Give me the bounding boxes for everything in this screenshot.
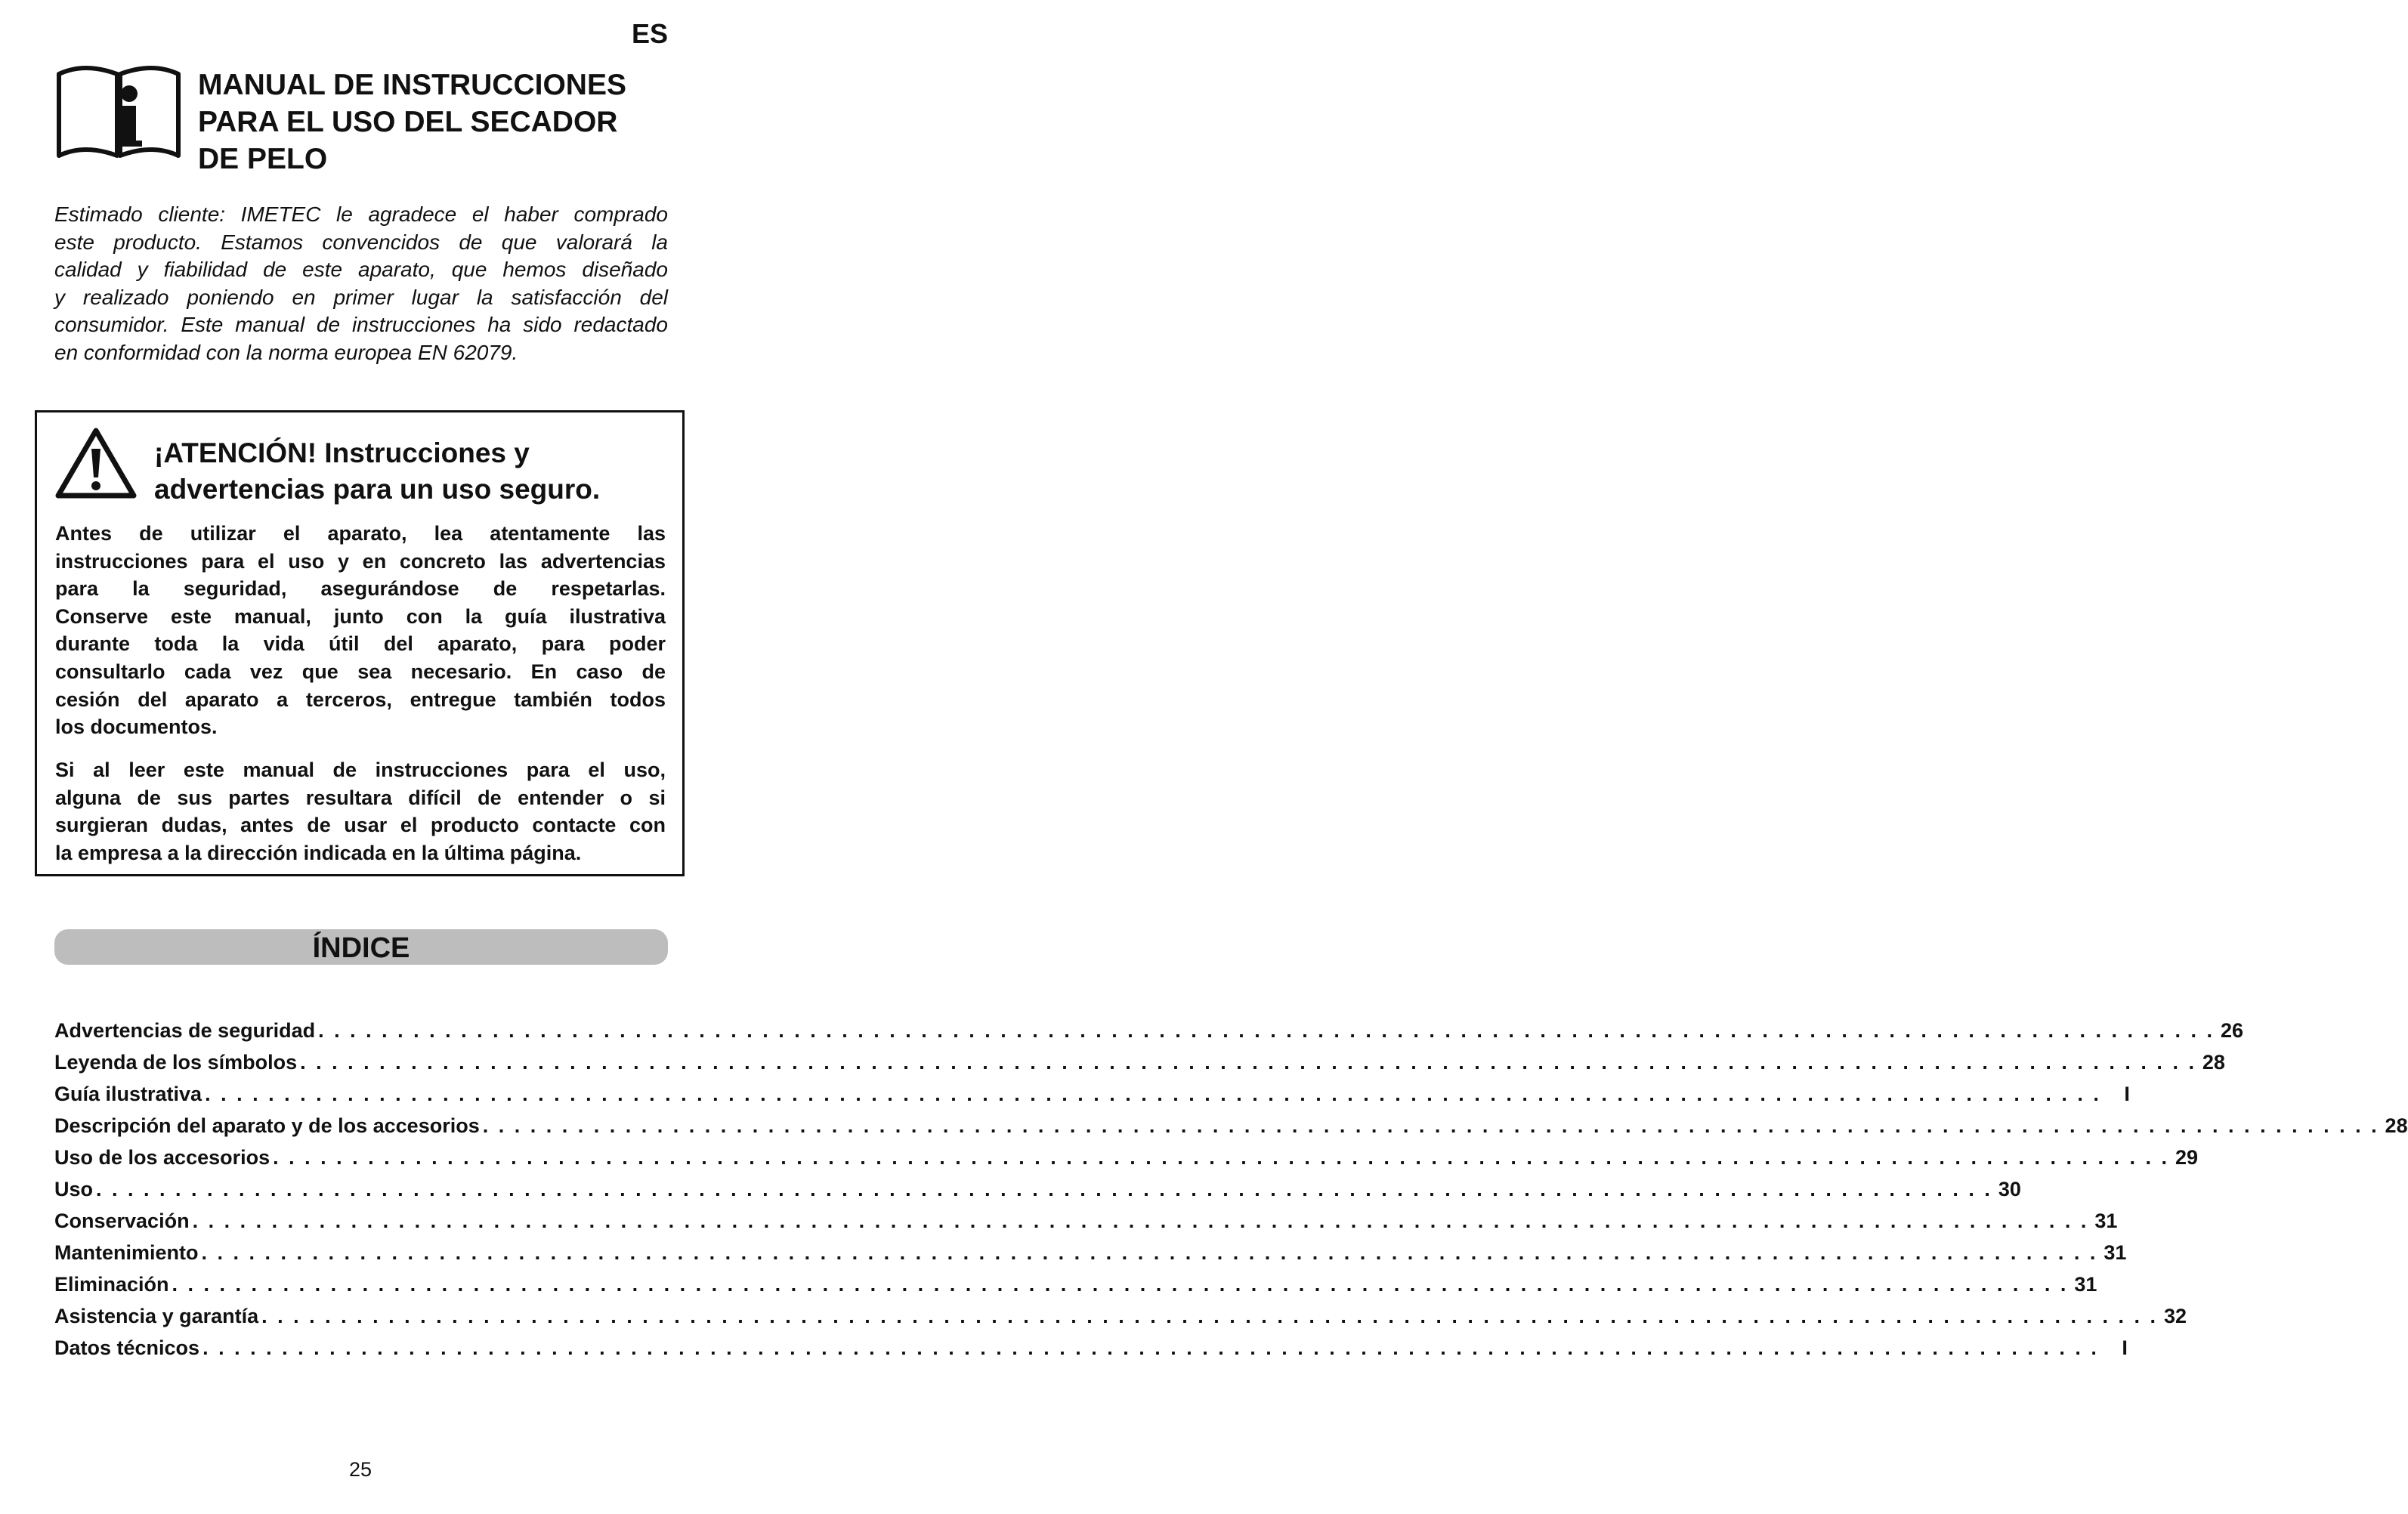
language-code: ES <box>631 18 668 49</box>
index-heading: ÍNDICE <box>54 929 668 965</box>
toc-entry[interactable] <box>54 1237 2127 1268</box>
toc-entry[interactable] <box>54 1332 2128 1364</box>
safety-warning-box <box>35 410 685 876</box>
warning-paragraph-1 <box>55 520 666 741</box>
toc-leader-dots: . . . . . . . . . . . . . . . . . . . . . . . . . . . . . . . . . . . . . . . . . . . . . . . . . . . . . . . . . . . . . . . . . . . . . . . . . . . . . . . . . . . . . . . . . . . . . . . . . . . . . . . . . . . . . . . . . . . . . . . . <box>273 1146 2169 1169</box>
toc-leader-dots: . . . . . . . . . . . . . . . . . . . . . . . . . . . . . . . . . . . . . . . . . . . . . . . . . . . . . . . . . . . . . . . . . . . . . . . . . . . . . . . . . . . . . . . . . . . . . . . . . . . . . . . . . . . . . . . . . . . . . . . . <box>201 1241 2098 1264</box>
intro-line: y realizado poniendo en primer lugar la satisfacción del <box>54 285 668 309</box>
warning-line: para la seguridad, asegurándose de respetarlas. <box>55 577 666 601</box>
table-of-contents <box>54 1015 2408 1364</box>
toc-entry[interactable] <box>54 1173 2021 1205</box>
toc-leader-dots: . . . . . . . . . . . . . . . . . . . . . . . . . . . . . . . . . . . . . . . . . . . . . . . . . . . . . . . . . . . . . . . . . . . . . . . . . . . . . . . . . . . . . . . . . . . . . . . . . . . . . . . . . . . . . . . . . . . . . . . . <box>172 1273 2069 1296</box>
warning-line: Antes de utilizar el aparato, lea atentamente las <box>55 522 666 545</box>
toc-entry-page: 31 <box>2074 1273 2097 1296</box>
open-book-info-icon <box>54 62 183 159</box>
toc-entry[interactable] <box>54 1300 2187 1332</box>
toc-entry-page: I <box>2122 1336 2128 1359</box>
toc-entry-label: Uso de los accesorios <box>54 1146 270 1169</box>
warning-title <box>154 435 600 508</box>
manual-title-line: MANUAL DE INSTRUCCIONES <box>198 69 626 101</box>
intro-line: calidad y fiabilidad de este aparato, que hemos diseñado <box>54 258 668 281</box>
toc-leader-dots: . . . . . . . . . . . . . . . . . . . . . . . . . . . . . . . . . . . . . . . . . . . . . . . . . . . . . . . . . . . . . . . . . . . . . . . . . . . . . . . . . . . . . . . . . . . . . . . . . . . . . . . . . . . . . . . . . . . . . . . . <box>96 1178 1992 1200</box>
toc-entry[interactable] <box>54 1205 2118 1237</box>
toc-entry-page: 31 <box>2104 1241 2127 1264</box>
toc-entry-page: 28 <box>2385 1114 2408 1137</box>
toc-leader-dots: . . . . . . . . . . . . . . . . . . . . . . . . . . . . . . . . . . . . . . . . . . . . . . . . . . . . . . . . . . . . . . . . . . . . . . . . . . . . . . . . . . . . . . . . . . . . . . . . . . . . . . . . . . . . . . . . . . . . . . . . <box>205 1083 2101 1105</box>
warning-line: surgieran dudas, antes de usar el producto contacte con <box>55 814 666 837</box>
toc-leader-dots: . . . . . . . . . . . . . . . . . . . . . . . . . . . . . . . . . . . . . . . . . . . . . . . . . . . . . . . . . . . . . . . . . . . . . . . . . . . . . . . . . . . . . . . . . . . . . . . . . . . . . . . . . . . . . . . . . . . . . . . . <box>482 1114 2379 1137</box>
warning-line: instrucciones para el uso y en concreto las advertencias <box>55 549 666 573</box>
warning-title-line: advertencias para un uso seguro. <box>154 474 601 505</box>
toc-entry-page: 28 <box>2202 1051 2225 1074</box>
toc-leader-dots: . . . . . . . . . . . . . . . . . . . . . . . . . . . . . . . . . . . . . . . . . . . . . . . . . . . . . . . . . . . . . . . . . . . . . . . . . . . . . . . . . . . . . . . . . . . . . . . . . . . . . . . . . . . . . . . . . . . . . . . . <box>261 1305 2158 1327</box>
page-number: 25 <box>348 1458 372 1481</box>
toc-entry-page: 26 <box>2220 1019 2243 1042</box>
toc-leader-dots: . . . . . . . . . . . . . . . . . . . . . . . . . . . . . . . . . . . . . . . . . . . . . . . . . . . . . . . . . . . . . . . . . . . . . . . . . . . . . . . . . . . . . . . . . . . . . . . . . . . . . . . . . . . . . . . . . . . . . . . . <box>192 1210 2089 1232</box>
toc-entry-page: I <box>2124 1083 2130 1105</box>
intro-line: en conformidad con la norma europea EN 62079. <box>54 340 518 364</box>
toc-entry[interactable] <box>54 1142 2198 1173</box>
toc-entry[interactable] <box>54 1015 2243 1046</box>
toc-leader-dots: . . . . . . . . . . . . . . . . . . . . . . . . . . . . . . . . . . . . . . . . . . . . . . . . . . . . . . . . . . . . . . . . . . . . . . . . . . . . . . . . . . . . . . . . . . . . . . . . . . . . . . . . . . . . . . . . . . . . . . . . <box>318 1019 2215 1042</box>
intro-line: consumidor. Este manual de instrucciones ha sido redactado <box>54 313 668 336</box>
warning-line: Si al leer este manual de instrucciones para el uso, <box>55 759 666 781</box>
toc-leader-dots: . . . . . . . . . . . . . . . . . . . . . . . . . . . . . . . . . . . . . . . . . . . . . . . . . . . . . . . . . . . . . . . . . . . . . . . . . . . . . . . . . . . . . . . . . . . . . . . . . . . . . . . . . . . . . . . . . . . . . . . . <box>300 1051 2196 1074</box>
toc-entry[interactable] <box>54 1046 2225 1078</box>
intro-line: Estimado cliente: IMETEC le agradece el haber comprado <box>54 202 668 226</box>
toc-entry[interactable] <box>54 1110 2408 1142</box>
warning-triangle-icon <box>54 426 138 500</box>
warning-line: los documentos. <box>55 715 218 739</box>
toc-entry-page: 31 <box>2094 1210 2118 1232</box>
manual-title-line: DE PELO <box>198 143 328 175</box>
toc-entry[interactable] <box>54 1268 2097 1300</box>
warning-line: durante toda la vida útil del aparato, para poder <box>55 632 666 656</box>
warning-paragraph-2 <box>55 756 666 867</box>
toc-entry-page: 32 <box>2163 1305 2187 1327</box>
toc-entry-label: Datos técnicos <box>54 1336 200 1359</box>
warning-line: consultarlo cada vez que sea necesario. En caso de <box>55 660 666 683</box>
toc-entry-label: Leyenda de los símbolos <box>54 1051 298 1074</box>
toc-entry-page: 30 <box>1998 1178 2021 1200</box>
toc-entry-page: 29 <box>2175 1146 2198 1169</box>
toc-entry-label: Descripción del aparato y de los accesorios <box>54 1114 480 1137</box>
intro-paragraph <box>54 201 668 366</box>
manual-title <box>198 66 626 178</box>
warning-line: cesión del aparato a terceros, entregue también todos <box>55 687 666 711</box>
toc-leader-dots: . . . . . . . . . . . . . . . . . . . . . . . . . . . . . . . . . . . . . . . . . . . . . . . . . . . . . . . . . . . . . . . . . . . . . . . . . . . . . . . . . . . . . . . . . . . . . . . . . . . . . . . . . . . . . . . . . . . . . . . . <box>202 1336 2099 1359</box>
warning-line: Conserve este manual, junto con la guía ilustrativa <box>55 604 666 628</box>
toc-entry-label: Conservación <box>54 1210 190 1232</box>
warning-title-line: ¡ATENCIÓN! Instrucciones y <box>154 437 530 468</box>
toc-entry-label: Mantenimiento <box>54 1241 199 1264</box>
warning-line: la empresa a la dirección indicada en la última página. <box>55 841 582 864</box>
toc-entry-label: Advertencias de seguridad <box>54 1019 316 1042</box>
toc-entry-label: Guía ilustrativa <box>54 1083 202 1105</box>
toc-entry-label: Uso <box>54 1178 94 1200</box>
intro-line: este producto. Estamos convencidos de que valorará la <box>54 230 668 254</box>
toc-entry[interactable] <box>54 1078 2130 1110</box>
manual-header <box>54 60 674 181</box>
warning-line: alguna de sus partes resultara difícil de entender o si <box>55 786 666 809</box>
toc-entry-label: Eliminación <box>54 1273 169 1296</box>
toc-entry-label: Asistencia y garantía <box>54 1305 259 1327</box>
manual-title-line: PARA EL USO DEL SECADOR <box>198 106 618 138</box>
